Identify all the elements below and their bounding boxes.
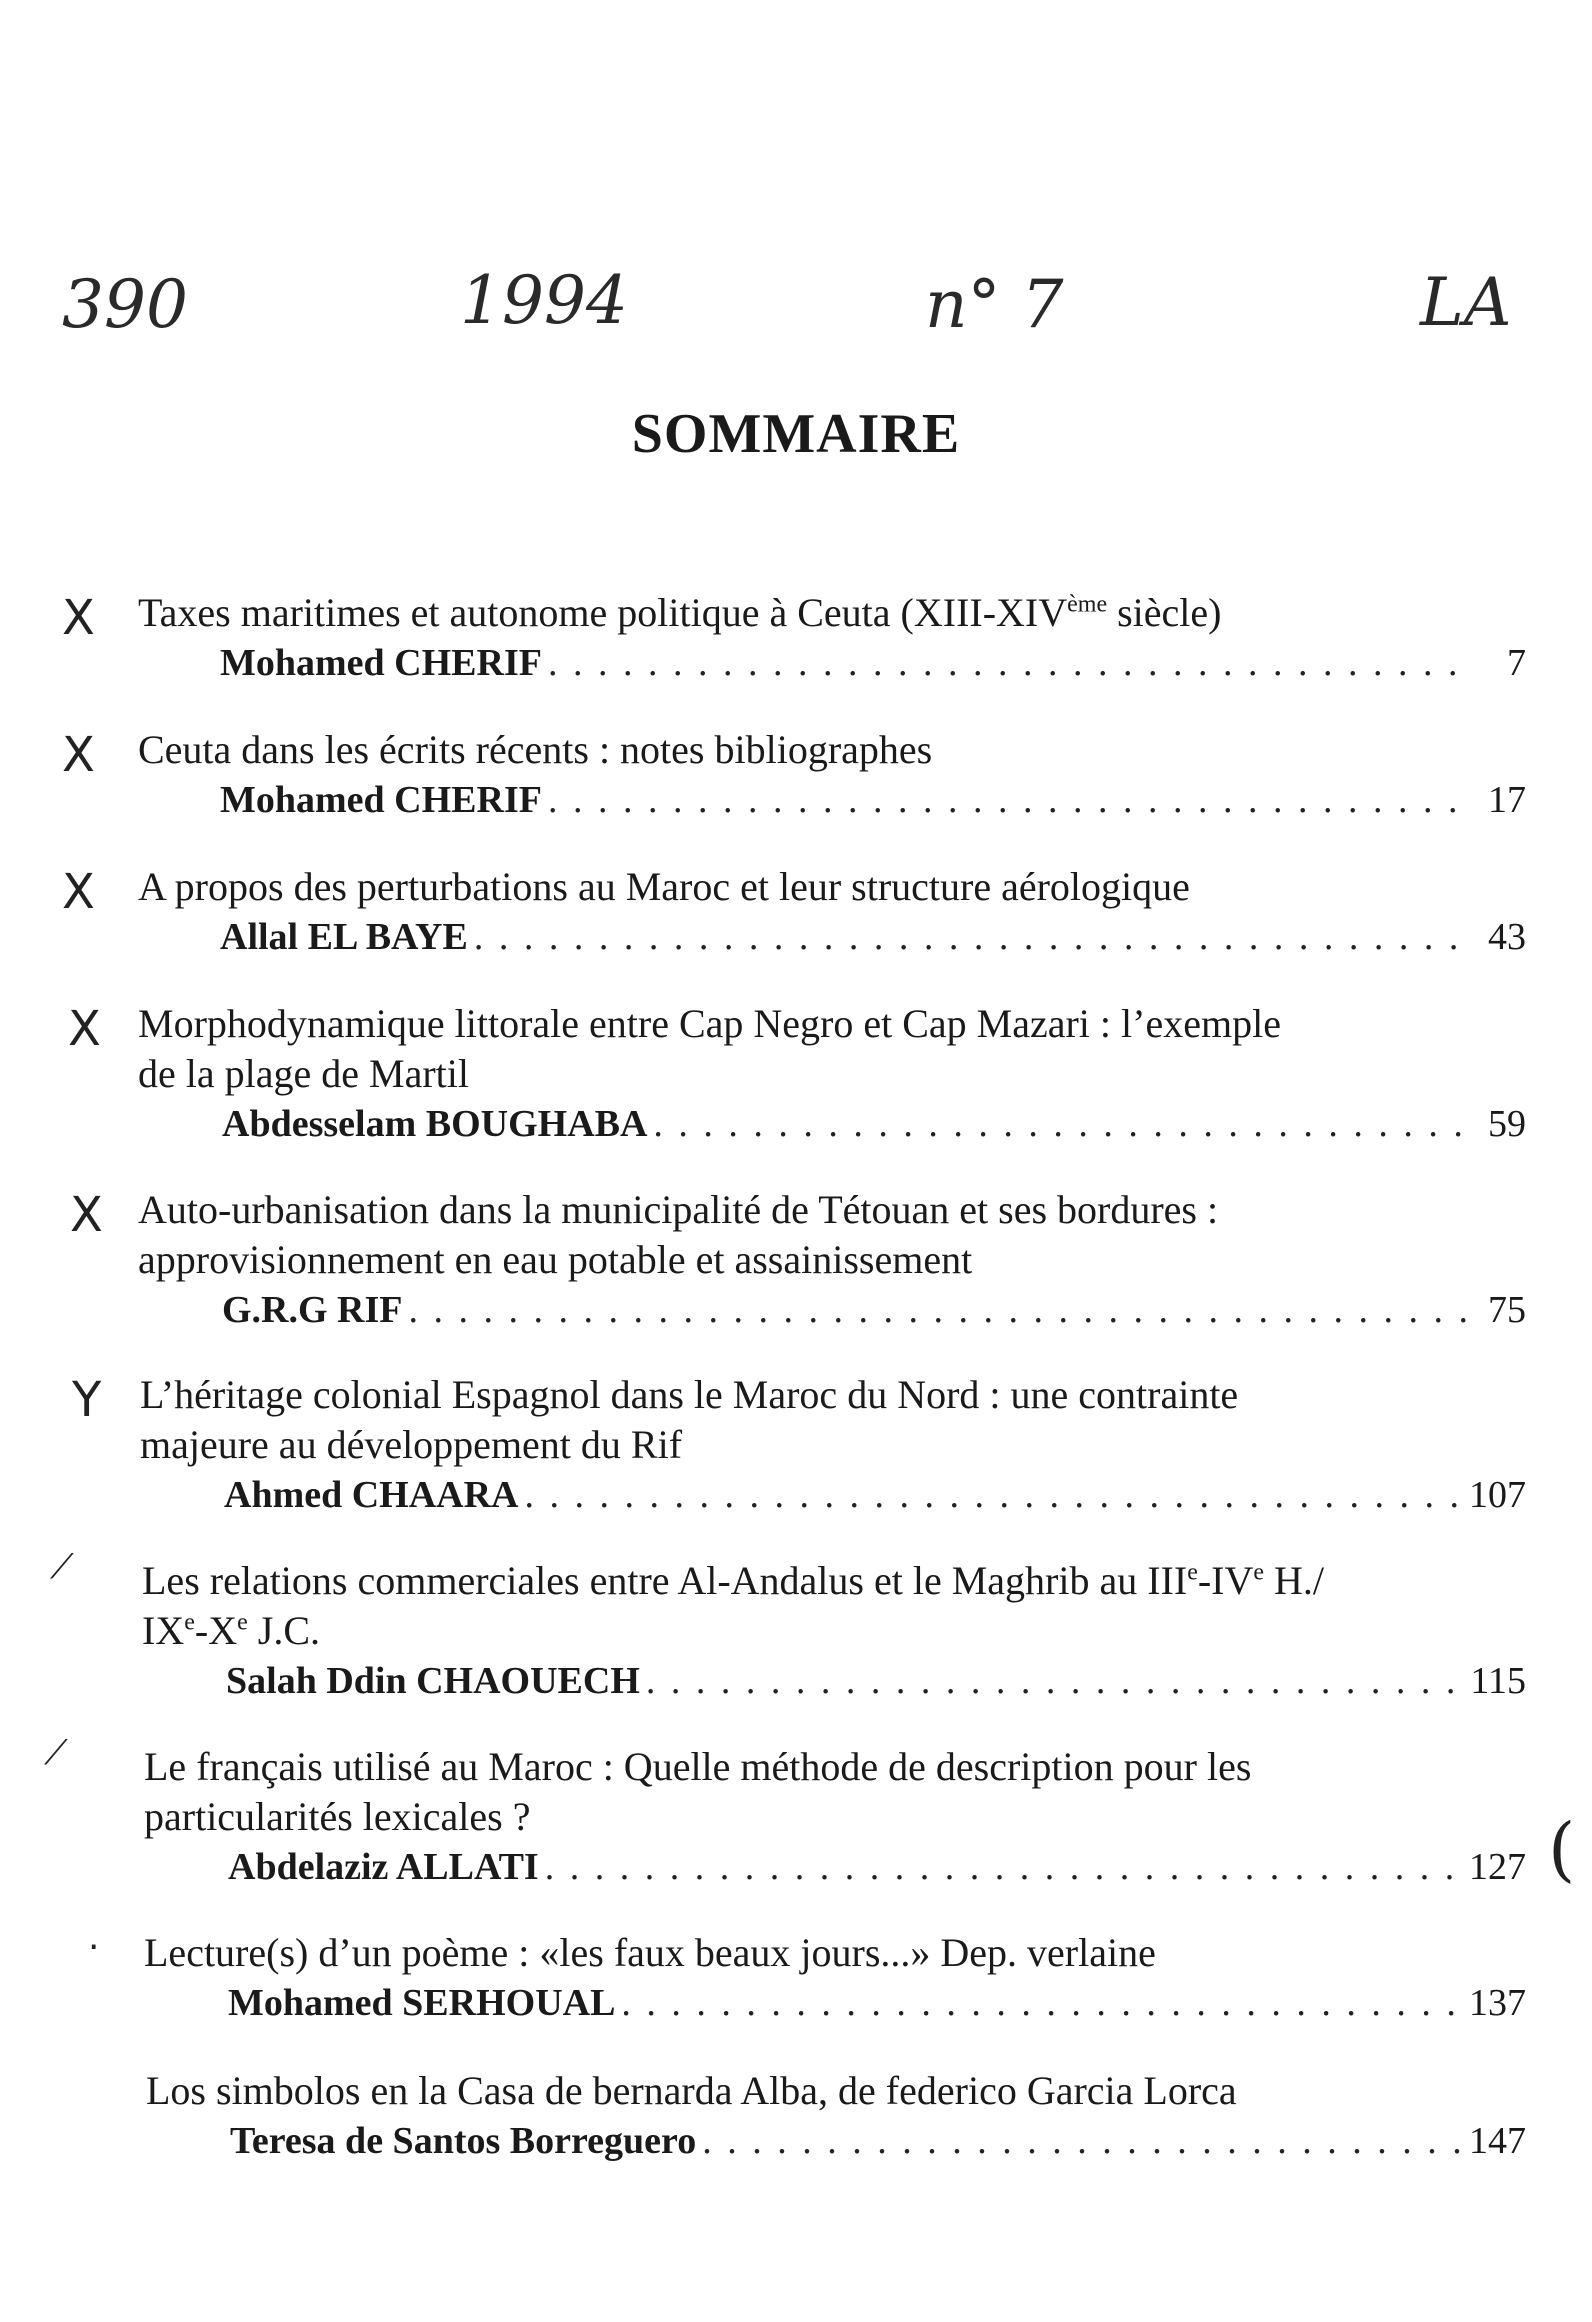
dot-leader: [525, 1470, 1464, 1520]
author-row: [226, 1656, 1526, 1706]
author-name: Mohamed CHERIF: [220, 779, 542, 821]
author-row: [224, 1470, 1526, 1520]
check-mark-icon: ·: [88, 1927, 100, 1968]
page-number: 107: [1469, 1474, 1526, 1516]
page-number: 115: [1470, 1660, 1526, 1702]
author-name: Allal EL BAYE: [220, 916, 468, 958]
entry-title-continued: particularités lexicales ?: [144, 1794, 531, 1839]
entry-title: Les relations commerciales entre Al-Andalus et le Maghrib au IIIe-IVe H./: [142, 1558, 1325, 1603]
author-row: [220, 638, 1526, 688]
entry-title: Morphodynamique littorale entre Cap Negro et Cap Mazari : l’exemple: [138, 1001, 1281, 1046]
entry-title: Le français utilisé au Maroc : Quelle méthode de description pour les: [144, 1744, 1252, 1789]
check-mark-icon: X: [62, 864, 95, 920]
check-mark-icon: X: [70, 1187, 103, 1243]
author-row: [230, 2116, 1526, 2166]
author-name: G.R.G RIF: [222, 1289, 403, 1331]
handwritten-ref: 390: [62, 266, 188, 343]
author-row: [220, 912, 1526, 962]
author-name: Salah Ddin CHAOUECH: [226, 1660, 640, 1702]
page-number: 43: [1488, 916, 1526, 958]
author-row: [220, 775, 1526, 825]
dot-leader: [702, 2116, 1463, 2166]
page-number: 7: [1507, 642, 1526, 684]
entry-title: Ceuta dans les écrits récents : notes bibliographes: [138, 727, 933, 772]
entry-title-continued: de la plage de Martil: [138, 1051, 469, 1096]
author-name: Teresa de Santos Borreguero: [230, 2120, 697, 2162]
author-name: Ahmed CHAARA: [224, 1474, 519, 1516]
margin-annotation: (: [1548, 1808, 1576, 1890]
dot-leader: [646, 1656, 1465, 1706]
check-mark-icon: X: [62, 590, 95, 646]
page-number: 127: [1469, 1846, 1526, 1888]
page-number: 75: [1488, 1289, 1526, 1331]
dot-leader: [621, 1978, 1463, 2028]
page-number: 59: [1488, 1103, 1526, 1145]
entry-title: A propos des perturbations au Maroc et leur structure aérologique: [138, 864, 1190, 909]
entry-title: Auto-urbanisation dans la municipalité de Tétouan et ses bordures :: [138, 1187, 1219, 1232]
author-row: [222, 1285, 1526, 1335]
author-name: Mohamed SERHOUAL: [228, 1982, 616, 2024]
handwritten-number: n° 7: [925, 266, 1064, 343]
check-mark-icon: X: [68, 1001, 101, 1057]
page-number: 137: [1469, 1982, 1526, 2024]
entry-title-continued: majeure au développement du Rif: [140, 1422, 683, 1467]
author-row: [222, 1099, 1526, 1149]
entry-title: Taxes maritimes et autonome politique à Ceuta (XIII-XIVème siècle): [138, 590, 1222, 635]
check-mark-icon: X: [62, 727, 95, 783]
handwritten-initials: LA: [1420, 264, 1512, 341]
entry-title: L’héritage colonial Espagnol dans le Maroc du Nord : une contrainte: [140, 1372, 1239, 1417]
handwritten-year: 1994: [460, 262, 628, 339]
author-name: Abdesselam BOUGHABA: [222, 1103, 648, 1145]
dot-leader: [548, 638, 1474, 688]
check-mark-icon: ⟋: [44, 1733, 68, 1773]
check-mark-icon: Y: [72, 1372, 102, 1428]
author-row: [228, 1842, 1526, 1892]
entry-title-continued: approvisionnement en eau potable et assainissement: [138, 1237, 973, 1282]
page-title: SOMMAIRE: [631, 403, 961, 465]
dot-leader: [474, 912, 1474, 962]
entry-title-continued: IXe-Xe J.C.: [142, 1608, 320, 1653]
page-number: 17: [1488, 779, 1526, 821]
page-number: 147: [1469, 2120, 1526, 2162]
entry-title: Lecture(s) d’un poème : «les faux beaux jours...» Dep. verlaine: [144, 1930, 1156, 1975]
check-mark-icon: ⟋: [50, 1547, 74, 1587]
entry-title: Los simbolos en la Casa de bernarda Alba, de federico Garcia Lorca: [146, 2068, 1237, 2113]
dot-leader: [653, 1099, 1474, 1149]
dot-leader: [409, 1285, 1475, 1335]
author-row: [228, 1978, 1526, 2028]
author-name: Abdelaziz ALLATI: [228, 1846, 539, 1888]
dot-leader: [545, 1842, 1463, 1892]
dot-leader: [548, 775, 1474, 825]
author-name: Mohamed CHERIF: [220, 642, 542, 684]
